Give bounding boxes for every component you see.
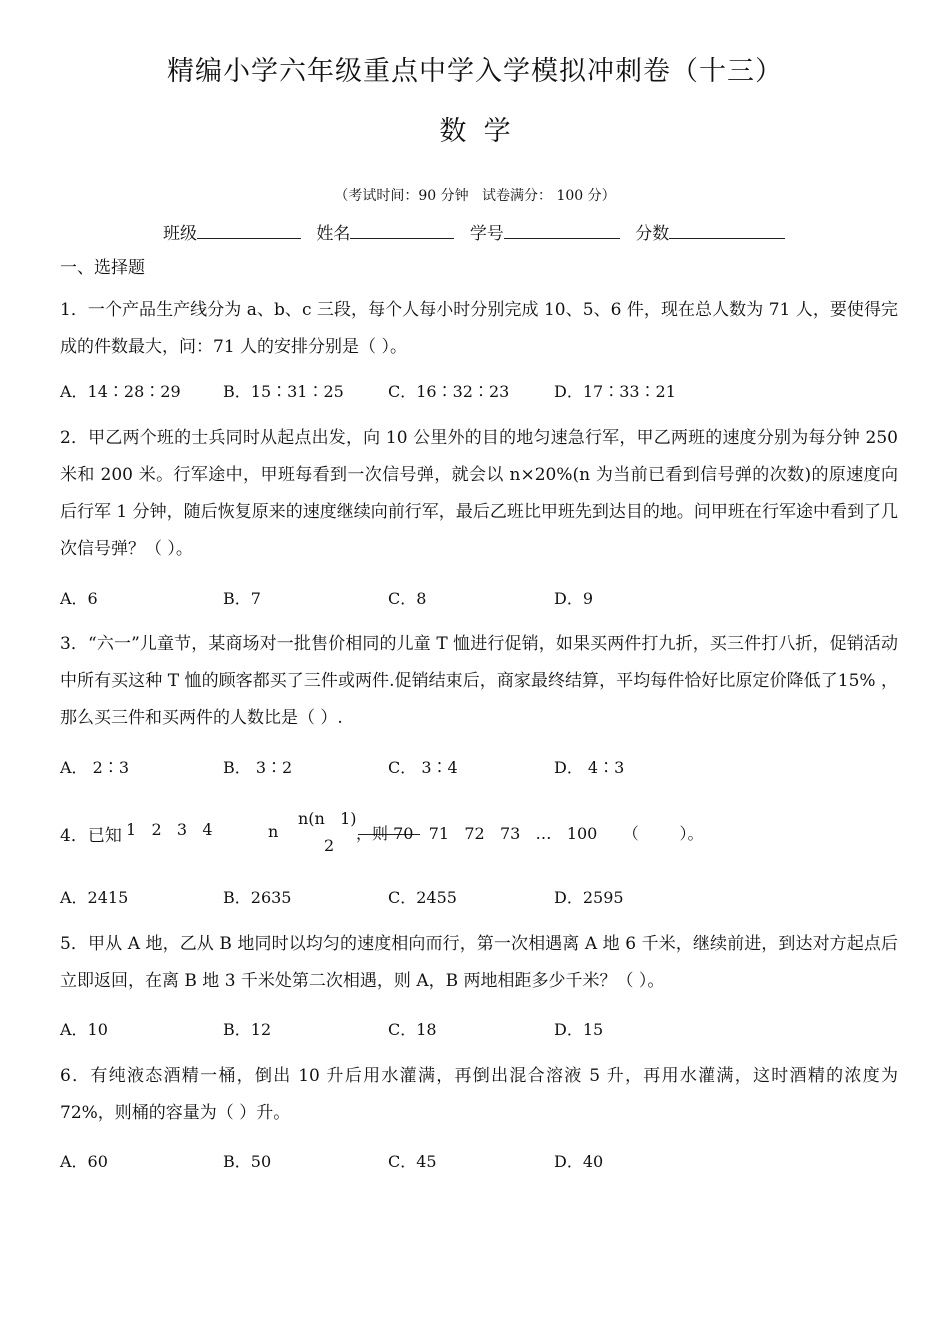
student-id-field [470,220,620,246]
subject-title: 数 学 [439,116,511,147]
student-id-label: 学号 [469,224,504,244]
exam-title: 精编小学六年级重点中学入学模拟冲刺卷（十三） [167,56,783,87]
option-c[interactable]: C． 3∶4 [388,758,458,777]
question-4-prefix: 4．已知 [60,826,122,846]
question-6: 6．有纯液态酒精一桶，倒出 10 升后用水灌满，再倒出混合溶液 5 升，再用水灌满，这时酒精的浓度为 72%，则桶的容量为（ ）升。 [60,1066,898,1123]
student-info-fields [163,220,795,246]
score-blank[interactable] [669,220,785,239]
option-d[interactable]: D．9 [554,589,594,608]
option-b[interactable]: B．12 [223,1020,272,1039]
class-blank[interactable] [197,220,301,239]
score-label: 分数 [635,224,670,244]
section-title: 一、选择题 [60,258,145,278]
option-a[interactable]: A．14∶28∶29 [60,382,181,401]
option-c[interactable]: C．8 [388,589,427,608]
exam-info: （考试时间：90 分钟 试卷满分： 100 分） [334,188,616,204]
question-3: 3．“六一”儿童节，某商场对一批售价相同的儿童 T 恤进行促销，如果买两件打九折，买三件打八折，促销活动中所有买这种 T 恤的顾客都买了三件或两件.促销结束后，商家最终结算，平均每件恰好比原定价降低了15% ，那么买三件和买两件的人数比是（ ）. [60,634,898,728]
option-b[interactable]: B．7 [223,589,261,608]
score-field [635,220,785,246]
option-c[interactable]: C．2455 [388,888,457,907]
option-a[interactable]: A．10 [60,1020,108,1039]
name-field [316,220,454,246]
option-b[interactable]: B． 3∶2 [223,758,293,777]
option-c[interactable]: C．18 [388,1020,437,1039]
formula-denominator: 2 [324,836,335,855]
name-blank[interactable] [350,220,454,239]
question-4-suffix: ，则 70 71 72 73 … 100 （ ）。 [356,824,704,843]
question-5: 5．甲从 A 地，乙从 B 地同时以均匀的速度相向而行，第一次相遇离 A 地 6 千米，继续前进，到达对方起点后立即返回，在离 B 地 3 千米处第二次相遇，则 A，B 两地相距多少千米？（ ）。 [60,934,898,991]
option-b[interactable]: B．50 [223,1152,272,1171]
option-b[interactable]: B．2635 [223,888,292,907]
class-field [163,220,301,246]
option-c[interactable]: C．45 [388,1152,437,1171]
formula-numerator: n(n 1) [298,809,357,828]
option-a[interactable]: A．2415 [60,888,129,907]
name-label: 姓名 [316,224,351,244]
question-4 [60,806,860,862]
question-1: 1．一个产品生产线分为 a、b、c 三段，每个人每小时分别完成 10、5、6 件，现在总人数为 71 人，要使得完成的件数最大，问：71 人的安排分别是（ ）。 [60,300,898,357]
option-a[interactable]: A．60 [60,1152,108,1171]
question-2: 2．甲乙两个班的士兵同时从起点出发，向 10 公里外的目的地匀速急行军，甲乙两班的速度分别为每分钟 250 米和 200 米。行军途中，甲班每看到一次信号弹，就会以 n×20%(n 为当前已看到信号弹的次数)的原速度向后行军 1 分钟，随后恢复原来的速度继续向前行军，最后乙班比甲班先到达目的地。问甲班在行军途中看到了几次信号弹？（ ）。 [60,428,898,559]
option-d[interactable]: D．40 [554,1152,604,1171]
question-4-sequence: 1 2 3 4 [126,820,213,839]
option-c[interactable]: C．16∶32∶23 [388,382,510,401]
option-d[interactable]: D．2595 [554,888,624,907]
option-d[interactable]: D． 4∶3 [554,758,625,777]
option-b[interactable]: B．15∶31∶25 [223,382,344,401]
class-label: 班级 [163,224,197,244]
student-id-blank[interactable] [504,220,620,239]
option-a[interactable]: A． 2∶3 [60,758,130,777]
option-d[interactable]: D．17∶33∶21 [554,382,676,401]
option-a[interactable]: A．6 [60,589,98,608]
question-4-n: n [268,822,279,841]
option-d[interactable]: D．15 [554,1020,604,1039]
